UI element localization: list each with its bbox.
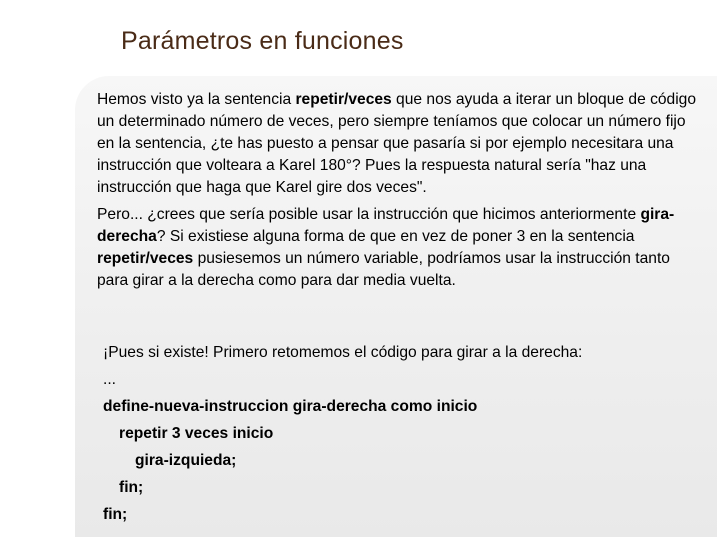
- code-gira-izquierda-line: gira-izquieda;: [135, 452, 237, 469]
- slide-title: Parámetros en funciones: [121, 27, 404, 55]
- paragraph-question-text-1: Pero... ¿crees que sería posible usar la instrucción que hicimos anteriormente: [97, 206, 641, 223]
- code-ellipsis-line: ...: [103, 371, 116, 388]
- slide-body: [97, 89, 697, 295]
- code-repetir-line: repetir 3 veces inicio: [119, 425, 274, 442]
- code-fin-inner-line: fin;: [119, 479, 144, 496]
- paragraph-intro-text-1: Hemos visto ya la sentencia: [97, 91, 296, 108]
- code-fin-outer-line: fin;: [103, 506, 128, 523]
- code-intro-line: ¡Pues si existe! Primero retomemos el código para girar a la derecha:: [103, 344, 583, 361]
- keyword-gira-derecha: gira-derecha: [97, 206, 675, 245]
- keyword-repetir-veces-2: repetir/veces: [97, 250, 194, 267]
- code-define-line: define-nueva-instruccion gira-derecha como inicio: [103, 398, 478, 415]
- paragraph-intro: [97, 89, 697, 199]
- paragraph-question: [97, 204, 697, 292]
- paragraph-question-text-3: pusiesemos un número variable, podríamos usar la instrucción tanto para girar a la derecha como para dar media vuelta.: [97, 250, 670, 289]
- paragraph-intro-text-2: que nos ayuda a iterar un bloque de código un determinado número de veces, pero siempre teníamos que colocar un número fijo en la sentencia, ¿te has puesto a pensar que pasaría si por ejemplo necesitara una instrucción que volteara a Karel 180°? Pues la respuesta natural sería "haz una instrucción que haga que Karel gire dos veces".: [97, 91, 697, 196]
- keyword-repetir-veces: repetir/veces: [295, 91, 392, 108]
- code-block: [103, 339, 703, 528]
- paragraph-question-text-2: ? Si existiese alguna forma de que en vez de poner 3 en la sentencia: [156, 228, 635, 245]
